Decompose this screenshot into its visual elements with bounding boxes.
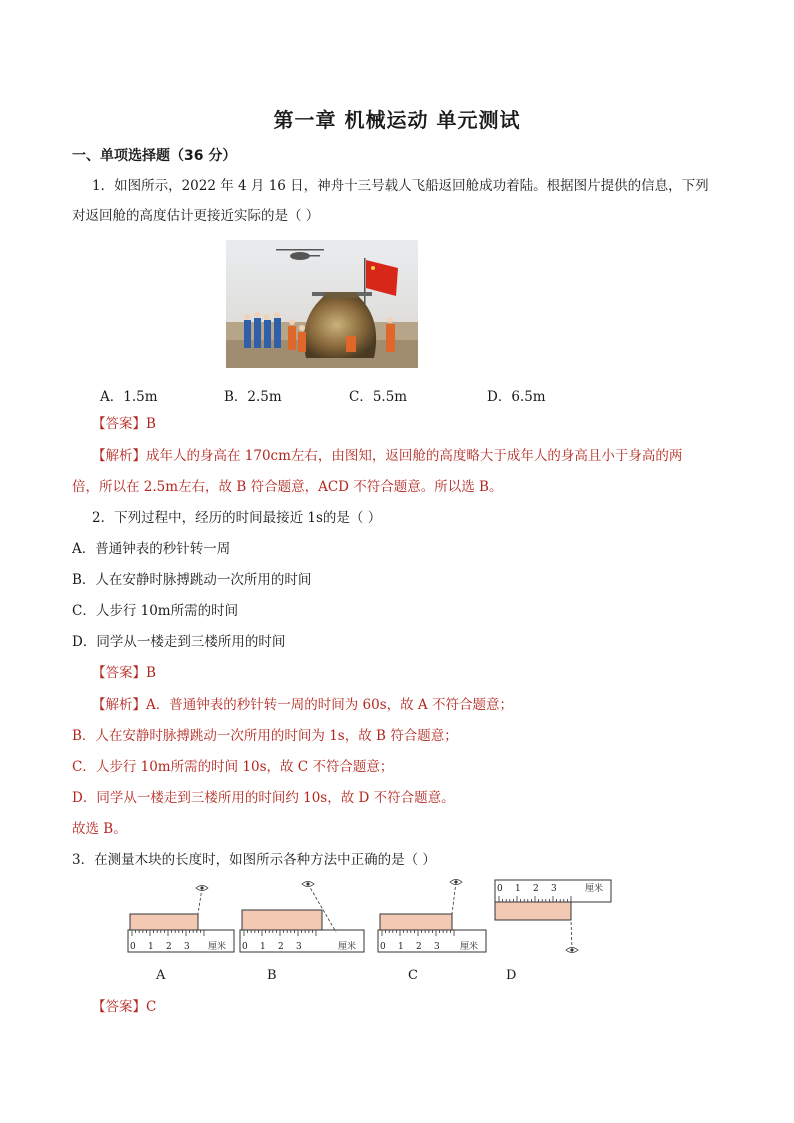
wood-block-c [380,914,452,930]
ruler-unit-label: 厘米 [338,942,357,952]
q1-answer [92,414,156,434]
answer-tag: 【答案】 [92,665,146,681]
page-title: 第一章 机械运动 单元测试 [273,108,521,132]
q2-analysis-line1 [92,695,513,715]
ruler-tick-label: 3 [434,942,440,952]
wood-block-a [130,914,198,930]
q2-option-c: C．人步行 10m所需的时间 [72,603,239,619]
eye-pupil [454,880,457,883]
q2-analysis-line3: C．人步行 10m所需的时间 10s，故 C 不符合题意； [72,759,394,775]
q1-stem-line1: 1．如图所示，2022 年 4 月 16 日，神舟十三号载人飞船返回舱成功着陆。根据图片提供的信息，下列 [92,178,709,194]
ruler-tick-label: 0 [497,884,503,894]
q1-option-d: D．6.5m [487,389,546,405]
ruler-tick-label: 1 [260,942,266,952]
q1-option-a: A．1.5m [100,389,158,405]
analysis-text: 成年人的身高在 170cm左右，由图知，返回舱的高度略大于成年人的身高且小于身高的两 [146,448,683,464]
q2-stem: 2．下列过程中，经历的时间最接近 1s的是（ ） [92,510,382,526]
answer-tag: 【答案】 [92,999,146,1015]
ruler-tick-label: 3 [184,942,190,952]
analysis-tag: 【解析】 [92,697,146,713]
sight-line-a [198,888,202,914]
q1-option-c: C．5.5m [349,389,408,405]
ruler-tick-label: 0 [380,942,386,952]
q2-analysis-line4: D．同学从一楼走到三楼所用的时间约 10s，故 D 不符合题意。 [72,790,455,806]
ruler-tick-label: 2 [416,942,422,952]
landing-capsule-photo [226,240,418,368]
ruler-unit-label: 厘米 [585,884,604,894]
analysis-tag: 【解析】 [92,448,146,464]
q3-stem: 3．在测量木块的长度时，如图所示各种方法中正确的是（ ） [72,852,436,868]
q2-option-b: B．人在安静时脉搏跳动一次所用的时间 [72,572,312,588]
wood-block-b [242,910,322,930]
ruler-tick-label: 2 [166,942,172,952]
q2-answer [92,663,156,683]
ruler-unit-label: 厘米 [460,942,479,952]
ruler-tick-label: 1 [398,942,404,952]
diagram-label-d: D [506,968,517,983]
q2-option-d: D．同学从一楼走到三楼所用的时间 [72,634,286,650]
ruler-tick-label: 0 [130,942,136,952]
q2-conclusion: 故选 B。 [72,821,127,837]
q2-option-a: A．普通钟表的秒针转一周 [72,541,231,557]
q1-stem-line2: 对返回舱的高度估计更接近实际的是（ ） [72,208,320,224]
q1-analysis-line1 [92,446,682,466]
ruler-tick-label: 1 [515,884,521,894]
q2-analysis-line2: B．人在安静时脉搏跳动一次所用的时间为 1s，故 B 符合题意； [72,728,458,744]
wood-block-d [495,902,571,920]
ruler-tick-label: 2 [533,884,539,894]
diagram-label-b: B [267,968,277,983]
analysis-text: A．普通钟表的秒针转一周的时间为 60s，故 A 不符合题意； [146,697,513,713]
ruler-tick-label: 2 [278,942,284,952]
ruler-tick-label: 0 [242,942,248,952]
eye-pupil [306,882,309,885]
ruler-tick-label: 3 [296,942,302,952]
diagram-label-a: A [156,968,166,983]
answer-value: C [146,999,157,1015]
eye-pupil [570,948,573,951]
ruler-unit-label: 厘米 [208,942,227,952]
sight-line-d [571,920,572,950]
diagram-label-c: C [408,968,418,983]
eye-pupil [200,886,203,889]
q1-analysis-line2: 倍，所以在 2.5m左右，故 B 符合题意，ACD 不符合题意。所以选 B。 [72,479,503,495]
ruler-tick-label: 1 [148,942,154,952]
answer-tag: 【答案】 [92,416,146,432]
ruler-tick-label: 3 [551,884,557,894]
sight-line-c [452,882,456,914]
section-heading: 一、单项选择题（36 分） [72,148,237,164]
ruler-measurement-diagram [120,872,620,992]
answer-value: B [146,416,156,432]
q3-answer [92,997,156,1017]
q1-option-b: B．2.5m [224,389,282,405]
answer-value: B [146,665,156,681]
